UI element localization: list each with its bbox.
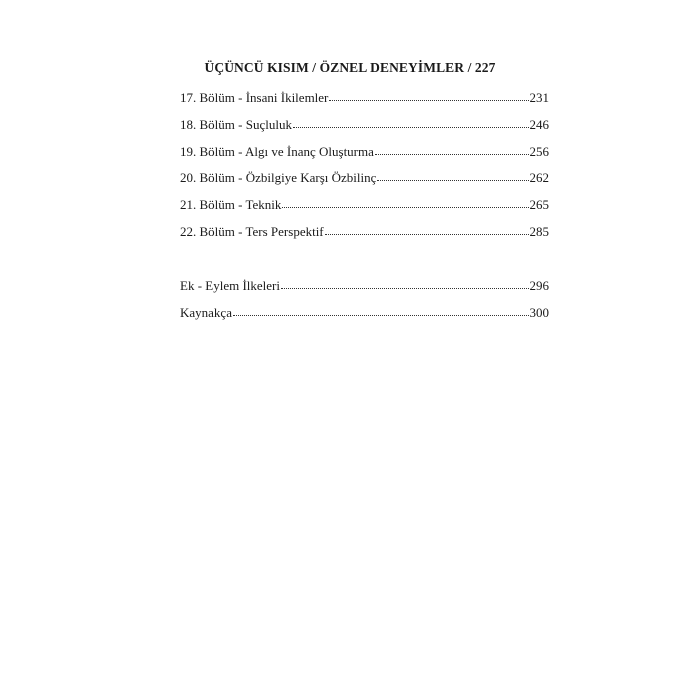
toc-entry-appendix: [180, 278, 549, 305]
dot-leader: [282, 199, 528, 209]
toc-entry-label: 19. Bölüm - Algı ve İnanç Oluşturma: [180, 143, 374, 159]
toc-entry-page-number: 285: [529, 223, 549, 239]
dot-leader: [281, 280, 529, 290]
section-title: ÜÇÜNCÜ KISIM / ÖZNEL DENEYİMLER / 227: [204, 60, 496, 75]
toc-entry-label: 20. Bölüm - Özbilgiye Karşı Özbilinç: [180, 170, 377, 186]
toc-entry-label: Kaynakça: [180, 304, 232, 320]
toc-entry-bibliography: [180, 305, 549, 332]
toc-entry-label: 21. Bölüm - Teknik: [180, 197, 282, 213]
dot-leader: [233, 307, 529, 317]
dot-leader: [329, 92, 528, 102]
toc-entry-page-number: 262: [529, 170, 549, 186]
toc-entry-label: 17. Bölüm - İnsani İkilemler: [180, 90, 329, 105]
toc-entry-page-number: 265: [529, 197, 549, 213]
toc-entry-page-number: 246: [529, 116, 549, 132]
toc-entry-page-number: 256: [529, 143, 549, 159]
toc-entry-page-number: 231: [529, 90, 549, 105]
dot-leader: [293, 119, 529, 129]
toc-entry-chapter-18: [180, 117, 549, 144]
group-spacer: [180, 251, 549, 278]
toc-entry-page-number: 300: [529, 304, 549, 320]
toc-entry-page-number: 296: [529, 277, 549, 293]
toc-entry-chapter-19: [180, 144, 549, 171]
table-of-contents: [180, 90, 549, 331]
toc-entry-label: 22. Bölüm - Ters Perspektif: [180, 223, 324, 239]
dot-leader: [325, 226, 529, 236]
toc-entry-label: Ek - Eylem İlkeleri: [180, 277, 280, 293]
toc-entry-label: 18. Bölüm - Suçluluk: [180, 116, 292, 132]
dot-leader: [375, 146, 529, 156]
dot-leader: [377, 172, 528, 182]
toc-entry-chapter-17: [180, 90, 549, 117]
toc-entry-chapter-21: [180, 197, 549, 224]
toc-entry-chapter-20: [180, 170, 549, 197]
toc-entry-chapter-22: [180, 224, 549, 251]
